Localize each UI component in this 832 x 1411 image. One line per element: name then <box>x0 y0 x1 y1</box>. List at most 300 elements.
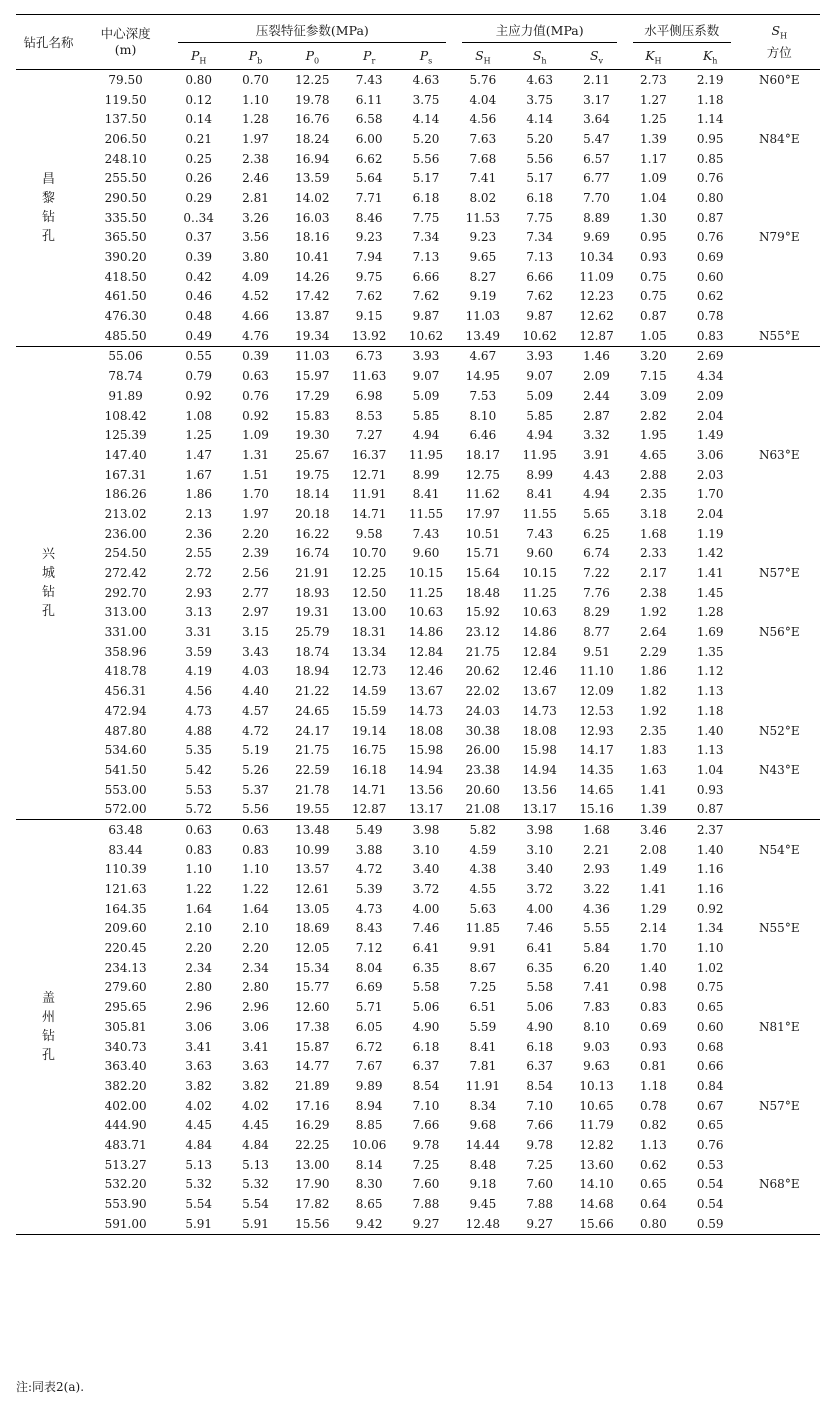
value-cell: 9.23 <box>469 230 497 245</box>
azimuth-cell <box>739 681 820 701</box>
value-cell: 2.88 <box>640 467 667 482</box>
value-cell: 21.91 <box>295 566 330 581</box>
borehole-name-cell <box>16 70 81 347</box>
value-cell: 12.60 <box>295 1000 330 1015</box>
value-cell: 6.37 <box>526 1059 554 1074</box>
value-cell: 8.53 <box>355 408 383 423</box>
table-row <box>16 90 820 110</box>
value-cell: 6.20 <box>583 960 610 975</box>
value-cell: 11.03 <box>465 309 501 324</box>
value-cell: 6.58 <box>355 112 383 127</box>
table-row <box>16 504 820 524</box>
value-cell: 3.40 <box>412 862 440 877</box>
value-cell: 11.25 <box>408 585 444 600</box>
table-row <box>16 425 820 445</box>
value-cell: 3.18 <box>640 506 667 521</box>
table-header <box>16 15 820 70</box>
depth-cell: 513.27 <box>104 1157 147 1172</box>
value-cell: 8.54 <box>412 1078 440 1093</box>
value-cell: 4.73 <box>185 703 213 718</box>
value-cell: 4.34 <box>696 369 724 384</box>
value-cell: 2.34 <box>185 960 213 975</box>
value-cell: 6.18 <box>526 1039 554 1054</box>
value-cell: 11.09 <box>579 269 614 284</box>
azimuth-cell <box>739 642 820 662</box>
azimuth-cell <box>739 90 820 110</box>
value-cell: 17.42 <box>295 289 330 304</box>
depth-cell: 164.35 <box>104 901 147 916</box>
value-cell: 8.43 <box>355 921 383 936</box>
value-cell: 0..34 <box>183 210 214 225</box>
value-cell: 0.62 <box>640 1157 667 1172</box>
value-cell: 5.13 <box>185 1157 213 1172</box>
value-cell: 4.36 <box>583 901 610 916</box>
value-cell: 3.63 <box>242 1059 269 1074</box>
value-cell: 8.30 <box>355 1177 383 1192</box>
table-row <box>16 563 820 583</box>
depth-cell: 83.44 <box>108 842 143 857</box>
table-row <box>16 326 820 346</box>
value-cell: 4.57 <box>242 703 269 718</box>
header-sh-azimuth <box>739 15 820 70</box>
value-cell: 18.94 <box>295 664 330 679</box>
value-cell: 2.46 <box>242 171 269 186</box>
value-cell: 1.47 <box>185 447 213 462</box>
value-cell: 0.39 <box>227 346 284 366</box>
table-row <box>16 662 820 682</box>
value-cell: 9.51 <box>583 644 610 659</box>
value-cell: 5.71 <box>355 1000 383 1015</box>
value-cell: 16.37 <box>351 447 387 462</box>
depth-cell: 209.60 <box>104 921 147 936</box>
table-row <box>16 168 820 188</box>
value-cell: 18.24 <box>295 131 330 146</box>
table-row <box>16 899 820 919</box>
value-cell: 5.42 <box>185 762 213 777</box>
value-cell: 10.06 <box>351 1137 387 1152</box>
value-cell: 4.45 <box>242 1118 269 1133</box>
value-cell: 1.41 <box>696 566 724 581</box>
value-cell: 1.51 <box>242 467 269 482</box>
value-cell: 7.41 <box>469 171 497 186</box>
value-cell: 3.15 <box>242 625 269 640</box>
value-cell: 0.48 <box>185 309 213 324</box>
value-cell: 12.23 <box>579 289 614 304</box>
value-cell: 12.05 <box>295 941 330 956</box>
azimuth-cell <box>739 425 820 445</box>
value-cell: 1.27 <box>640 92 667 107</box>
value-cell: 1.25 <box>640 112 667 127</box>
value-cell: 13.49 <box>465 328 501 343</box>
value-cell: 12.50 <box>351 585 387 600</box>
value-cell: 1.13 <box>696 743 724 758</box>
value-cell: 3.06 <box>696 447 724 462</box>
value-cell: 0.80 <box>696 190 724 205</box>
header-col-p-0: $P_0$ <box>305 48 320 66</box>
value-cell: 6.62 <box>355 151 383 166</box>
azimuth-cell: N52°E <box>759 723 800 738</box>
azimuth-cell <box>739 465 820 485</box>
depth-cell: 553.00 <box>104 782 147 797</box>
value-cell: 23.38 <box>465 762 501 777</box>
borehole-name: 昌黎钻孔 <box>41 171 55 244</box>
value-cell: 4.65 <box>640 447 667 462</box>
value-cell: 8.65 <box>355 1197 383 1212</box>
value-cell: 18.17 <box>465 447 501 462</box>
header-col-s-v: $S_v$ <box>589 48 604 66</box>
header-sh-azimuth-symbol: $S_H$ <box>771 23 788 41</box>
value-cell: 16.03 <box>295 210 330 225</box>
value-cell: 13.00 <box>295 1157 330 1172</box>
value-cell: 0.83 <box>696 328 724 343</box>
value-cell: 5.32 <box>242 1177 269 1192</box>
value-cell: 7.66 <box>412 1118 440 1133</box>
value-cell: 4.55 <box>469 882 497 897</box>
depth-cell: 444.90 <box>104 1118 147 1133</box>
value-cell: 4.40 <box>242 684 269 699</box>
value-cell: 0.54 <box>696 1177 724 1192</box>
value-cell: 16.75 <box>351 743 387 758</box>
value-cell: 11.79 <box>579 1118 614 1133</box>
value-cell: 14.26 <box>295 269 330 284</box>
value-cell: 15.92 <box>465 605 501 620</box>
value-cell: 1.39 <box>640 802 667 817</box>
value-cell: 3.93 <box>398 346 455 366</box>
value-cell: 10.15 <box>522 566 557 581</box>
value-cell: 7.88 <box>412 1197 440 1212</box>
value-cell: 24.65 <box>295 703 330 718</box>
value-cell: 0.65 <box>640 1177 667 1192</box>
azimuth-cell <box>739 662 820 682</box>
value-cell: 2.20 <box>242 941 269 956</box>
value-cell: 5.59 <box>469 1019 497 1034</box>
value-cell: 5.85 <box>526 408 554 423</box>
value-cell: 6.18 <box>412 190 440 205</box>
value-cell: 1.22 <box>185 882 213 897</box>
borehole-name-cell <box>16 346 81 820</box>
azimuth-cell <box>739 247 820 267</box>
value-cell: 12.75 <box>465 467 501 482</box>
table-row <box>16 228 820 248</box>
value-cell: 0.92 <box>185 388 213 403</box>
azimuth-cell <box>739 386 820 406</box>
value-cell: 18.08 <box>522 723 557 738</box>
value-cell: 4.14 <box>526 112 554 127</box>
value-cell: 8.41 <box>469 1039 497 1054</box>
azimuth-cell <box>739 799 820 819</box>
value-cell: 9.78 <box>526 1137 554 1152</box>
value-cell: 5.72 <box>185 802 213 817</box>
value-cell: 5.76 <box>469 72 497 87</box>
depth-cell: 340.73 <box>104 1039 147 1054</box>
table-row <box>16 445 820 465</box>
value-cell: 14.17 <box>579 743 614 758</box>
value-cell: 15.16 <box>579 802 614 817</box>
depth-cell: 363.40 <box>104 1059 147 1074</box>
value-cell: 1.08 <box>185 408 213 423</box>
value-cell: 4.94 <box>412 428 440 443</box>
value-cell: 7.43 <box>412 526 440 541</box>
value-cell: 8.77 <box>583 625 610 640</box>
value-cell: 10.65 <box>579 1098 614 1113</box>
value-cell: 2.37 <box>682 820 739 840</box>
value-cell: 0.80 <box>185 72 213 87</box>
value-cell: 0.85 <box>696 151 724 166</box>
depth-cell: 365.50 <box>104 230 147 245</box>
value-cell: 13.17 <box>408 802 444 817</box>
value-cell: 14.44 <box>465 1137 501 1152</box>
value-cell: 13.56 <box>522 782 557 797</box>
value-cell: 0.78 <box>640 1098 667 1113</box>
value-cell: 7.60 <box>412 1177 440 1192</box>
value-cell: 0.78 <box>696 309 724 324</box>
header-borehole-name: 钻孔名称 <box>16 15 81 70</box>
depth-cell: 272.42 <box>104 566 147 581</box>
value-cell: 4.72 <box>355 862 383 877</box>
depth-cell: 485.50 <box>104 328 147 343</box>
value-cell: 7.10 <box>412 1098 440 1113</box>
value-cell: 1.14 <box>696 112 724 127</box>
value-cell: 12.84 <box>408 644 444 659</box>
table-row <box>16 129 820 149</box>
borehole-name: 盖州钻孔 <box>41 990 55 1063</box>
value-cell: 7.75 <box>526 210 554 225</box>
value-cell: 2.08 <box>640 842 667 857</box>
value-cell: 4.76 <box>242 328 269 343</box>
value-cell: 1.95 <box>640 428 667 443</box>
value-cell: 0.39 <box>185 250 213 265</box>
value-cell: 15.34 <box>295 960 330 975</box>
value-cell: 3.59 <box>185 644 213 659</box>
value-cell: 2.09 <box>583 369 610 384</box>
value-cell: 1.40 <box>696 842 724 857</box>
value-cell: 4.03 <box>242 664 269 679</box>
header-stress-group: 主应力值(MPa) <box>454 15 625 46</box>
value-cell: 5.56 <box>242 802 269 817</box>
value-cell: 3.06 <box>185 1019 213 1034</box>
table-row <box>16 701 820 721</box>
value-cell: 9.60 <box>412 546 440 561</box>
value-cell: 1.30 <box>640 210 667 225</box>
value-cell: 19.30 <box>295 428 330 443</box>
value-cell: 1.18 <box>640 1078 667 1093</box>
depth-cell: 147.40 <box>104 447 147 462</box>
value-cell: 12.87 <box>579 328 614 343</box>
azimuth-cell <box>739 306 820 326</box>
azimuth-cell: N55°E <box>759 921 800 936</box>
azimuth-cell <box>739 958 820 978</box>
depth-cell: 206.50 <box>104 131 147 146</box>
depth-cell: 358.96 <box>104 644 147 659</box>
value-cell: 3.82 <box>185 1078 213 1093</box>
value-cell: 11.25 <box>522 585 557 600</box>
value-cell: 1.82 <box>640 684 667 699</box>
value-cell: 7.41 <box>583 980 610 995</box>
value-cell: 5.85 <box>412 408 440 423</box>
value-cell: 2.55 <box>185 546 213 561</box>
value-cell: 2.09 <box>696 388 724 403</box>
depth-cell: 234.13 <box>104 960 147 975</box>
depth-cell: 418.50 <box>104 269 147 284</box>
value-cell: 8.27 <box>469 269 497 284</box>
azimuth-cell <box>739 1135 820 1155</box>
value-cell: 13.00 <box>351 605 387 620</box>
value-cell: 21.22 <box>295 684 330 699</box>
value-cell: 7.53 <box>469 388 497 403</box>
value-cell: 1.29 <box>640 901 667 916</box>
value-cell: 5.54 <box>185 1197 213 1212</box>
value-cell: 10.63 <box>522 605 557 620</box>
value-cell: 0.76 <box>696 171 724 186</box>
value-cell: 1.49 <box>640 862 667 877</box>
table-row <box>16 583 820 603</box>
value-cell: 15.56 <box>295 1216 330 1231</box>
value-cell: 2.21 <box>583 842 610 857</box>
table-row <box>16 346 820 366</box>
value-cell: 7.60 <box>526 1177 554 1192</box>
value-cell: 21.08 <box>465 802 501 817</box>
value-cell: 7.46 <box>526 921 554 936</box>
value-cell: 4.84 <box>242 1137 269 1152</box>
table-row <box>16 287 820 307</box>
value-cell: 14.65 <box>579 782 614 797</box>
value-cell: 12.48 <box>465 1216 501 1231</box>
value-cell: 7.25 <box>412 1157 440 1172</box>
value-cell: 3.31 <box>185 625 213 640</box>
value-cell: 10.62 <box>408 328 444 343</box>
table-row <box>16 386 820 406</box>
table-row <box>16 70 820 90</box>
value-cell: 3.98 <box>511 820 568 840</box>
value-cell: 1.13 <box>696 684 724 699</box>
value-cell: 0.80 <box>640 1216 667 1231</box>
value-cell: 13.05 <box>295 901 330 916</box>
value-cell: 11.55 <box>408 506 444 521</box>
value-cell: 3.41 <box>185 1039 213 1054</box>
value-cell: 17.29 <box>295 388 330 403</box>
header-coef-group: 水平侧压系数 <box>625 15 739 46</box>
depth-cell: 487.80 <box>104 723 147 738</box>
value-cell: 2.96 <box>242 1000 269 1015</box>
depth-cell: 541.50 <box>104 762 147 777</box>
value-cell: 4.90 <box>526 1019 554 1034</box>
value-cell: 5.32 <box>185 1177 213 1192</box>
table-row <box>16 820 820 840</box>
value-cell: 1.92 <box>640 605 667 620</box>
value-cell: 16.74 <box>295 546 330 561</box>
value-cell: 3.32 <box>583 428 610 443</box>
value-cell: 9.91 <box>469 941 497 956</box>
value-cell: 0.60 <box>696 1019 724 1034</box>
value-cell: 12.82 <box>579 1137 614 1152</box>
azimuth-cell <box>739 1194 820 1214</box>
value-cell: 7.75 <box>412 210 440 225</box>
value-cell: 11.91 <box>465 1078 501 1093</box>
value-cell: 15.87 <box>295 1039 330 1054</box>
value-cell: 12.53 <box>579 703 614 718</box>
value-cell: 4.00 <box>412 901 440 916</box>
value-cell: 1.02 <box>696 960 724 975</box>
value-cell: 12.46 <box>522 664 557 679</box>
value-cell: 1.70 <box>242 487 269 502</box>
table-row <box>16 603 820 623</box>
value-cell: 5.20 <box>526 131 554 146</box>
value-cell: 0.68 <box>696 1039 724 1054</box>
depth-cell: 532.20 <box>104 1177 147 1192</box>
value-cell: 1.28 <box>696 605 724 620</box>
depth-cell: 55.06 <box>81 346 170 366</box>
value-cell: 3.93 <box>511 346 568 366</box>
value-cell: 0.12 <box>185 92 213 107</box>
value-cell: 0.60 <box>696 269 724 284</box>
table-body <box>16 70 820 1235</box>
value-cell: 12.87 <box>351 802 387 817</box>
value-cell: 13.48 <box>284 820 341 840</box>
value-cell: 9.63 <box>583 1059 610 1074</box>
depth-cell: 108.42 <box>104 408 147 423</box>
depth-cell: 78.74 <box>108 369 143 384</box>
value-cell: 14.59 <box>351 684 387 699</box>
value-cell: 13.56 <box>408 782 444 797</box>
value-cell: 6.37 <box>412 1059 440 1074</box>
value-cell: 15.83 <box>295 408 330 423</box>
value-cell: 10.70 <box>351 546 387 561</box>
depth-cell: 305.81 <box>104 1019 147 1034</box>
value-cell: 10.51 <box>465 526 501 541</box>
depth-cell: 79.50 <box>108 72 143 87</box>
value-cell: 1.10 <box>696 941 724 956</box>
table-row <box>16 760 820 780</box>
value-cell: 0.87 <box>640 309 667 324</box>
table-row <box>16 544 820 564</box>
value-cell: 5.58 <box>526 980 554 995</box>
table-row <box>16 366 820 386</box>
table-row <box>16 109 820 129</box>
value-cell: 7.12 <box>355 941 383 956</box>
value-cell: 5.63 <box>469 901 497 916</box>
value-cell: 13.59 <box>295 171 330 186</box>
value-cell: 12.25 <box>295 72 330 87</box>
value-cell: 2.36 <box>185 526 213 541</box>
value-cell: 9.27 <box>526 1216 554 1231</box>
header-col-k-h: $K_h$ <box>702 48 718 66</box>
value-cell: 8.46 <box>355 210 383 225</box>
table-row <box>16 267 820 287</box>
table-row <box>16 860 820 880</box>
value-cell: 3.22 <box>583 882 610 897</box>
header-col-p-r: $P_r$ <box>363 48 376 66</box>
azimuth-cell <box>739 287 820 307</box>
value-cell: 15.66 <box>579 1216 614 1231</box>
value-cell: 14.02 <box>295 190 330 205</box>
value-cell: 4.56 <box>469 112 497 127</box>
value-cell: 11.53 <box>465 210 501 225</box>
value-cell: 1.97 <box>242 506 269 521</box>
value-cell: 7.66 <box>526 1118 554 1133</box>
value-cell: 17.82 <box>295 1197 330 1212</box>
azimuth-cell <box>739 740 820 760</box>
value-cell: 9.89 <box>355 1078 383 1093</box>
value-cell: 4.45 <box>185 1118 213 1133</box>
value-cell: 11.91 <box>351 487 387 502</box>
value-cell: 2.11 <box>583 72 610 87</box>
value-cell: 3.98 <box>398 820 455 840</box>
value-cell: 11.10 <box>579 664 614 679</box>
depth-cell: 295.65 <box>104 1000 147 1015</box>
value-cell: 0.65 <box>696 1000 724 1015</box>
value-cell: 14.95 <box>465 369 501 384</box>
value-cell: 12.71 <box>351 467 387 482</box>
